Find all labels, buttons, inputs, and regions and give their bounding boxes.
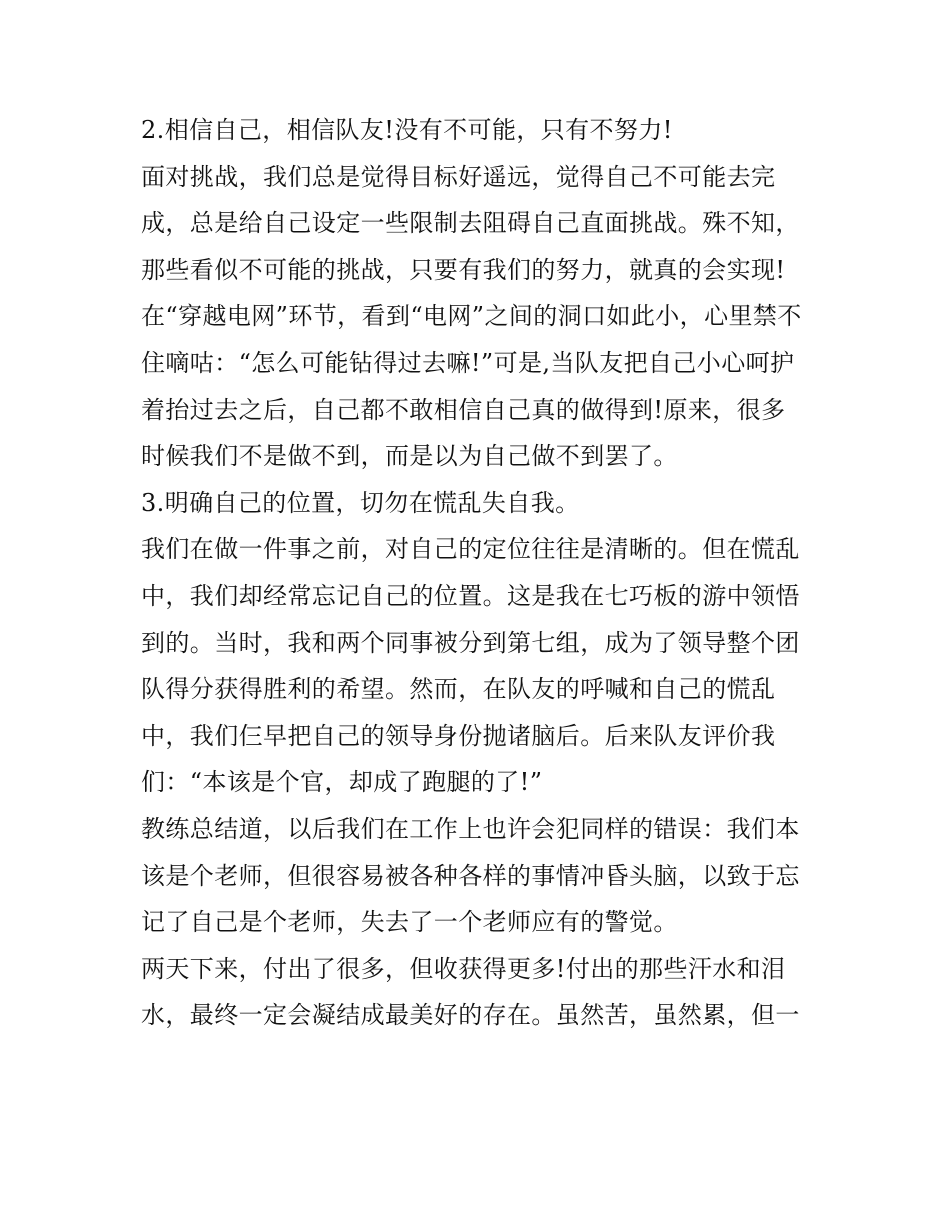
text-line: 面对挑战，我们总是觉得目标好遥远，觉得自己不可能去完 <box>141 162 776 191</box>
text-line-heading-3: 3.明确自己的位置，切勿在慌乱失自我。 <box>141 488 580 517</box>
text-line: 中，我们仨早把自己的领导身份抛诸脑后。后来队友评价我 <box>141 721 776 750</box>
text-line: 我们在做一件事之前，对自己的定位往往是清晰的。但在慌乱 <box>141 535 800 564</box>
text-line-heading-2: 2.相信自己，相信队友!没有不可能，只有不努力! <box>141 116 673 144</box>
text-line: 队得分获得胜利的希望。然而，在队友的呼喊和自己的慌乱 <box>141 675 776 704</box>
text-line: 着抬过去之后，自己都不敢相信自己真的做得到!原来，很多 <box>141 395 786 424</box>
text-line: 中，我们却经常忘记自己的位置。这是我在七巧板的游中领悟 <box>141 581 800 610</box>
text-line: 成，总是给自己设定一些限制去阻碍自己直面挑战。殊不知， <box>141 209 800 238</box>
text-line: 在“穿越电网”环节，看到“电网”之间的洞口如此小，心里禁不 <box>141 302 802 331</box>
text-line: 到的。当时，我和两个同事被分到第七组，成为了领导整个团 <box>141 628 800 657</box>
document-body <box>141 107 821 1039</box>
text-line: 那些看似不可能的挑战，只要有我们的努力，就真的会实现! <box>141 255 786 284</box>
text-line: 时候我们不是做不到，而是以为自己做不到罢了。 <box>141 442 678 471</box>
text-line: 住嘀咕：“怎么可能钻得过去嘛!”可是,当队友把自己小心呵护 <box>141 348 795 377</box>
text-line: 两天下来，付出了很多，但收获得更多!付出的那些汗水和泪 <box>141 954 786 983</box>
text-line: 记了自己是个老师，失去了一个老师应有的警觉。 <box>141 908 678 937</box>
text-line: 们：“本该是个官，却成了跑腿的了!” <box>141 768 543 797</box>
text-line: 该是个老师，但很容易被各种各样的事情冲昏头脑，以致于忘 <box>141 861 800 890</box>
text-line: 教练总结道，以后我们在工作上也许会犯同样的错误：我们本 <box>141 814 800 843</box>
text-line: 水，最终一定会凝结成最美好的存在。虽然苦，虽然累，但一 <box>141 1001 800 1030</box>
